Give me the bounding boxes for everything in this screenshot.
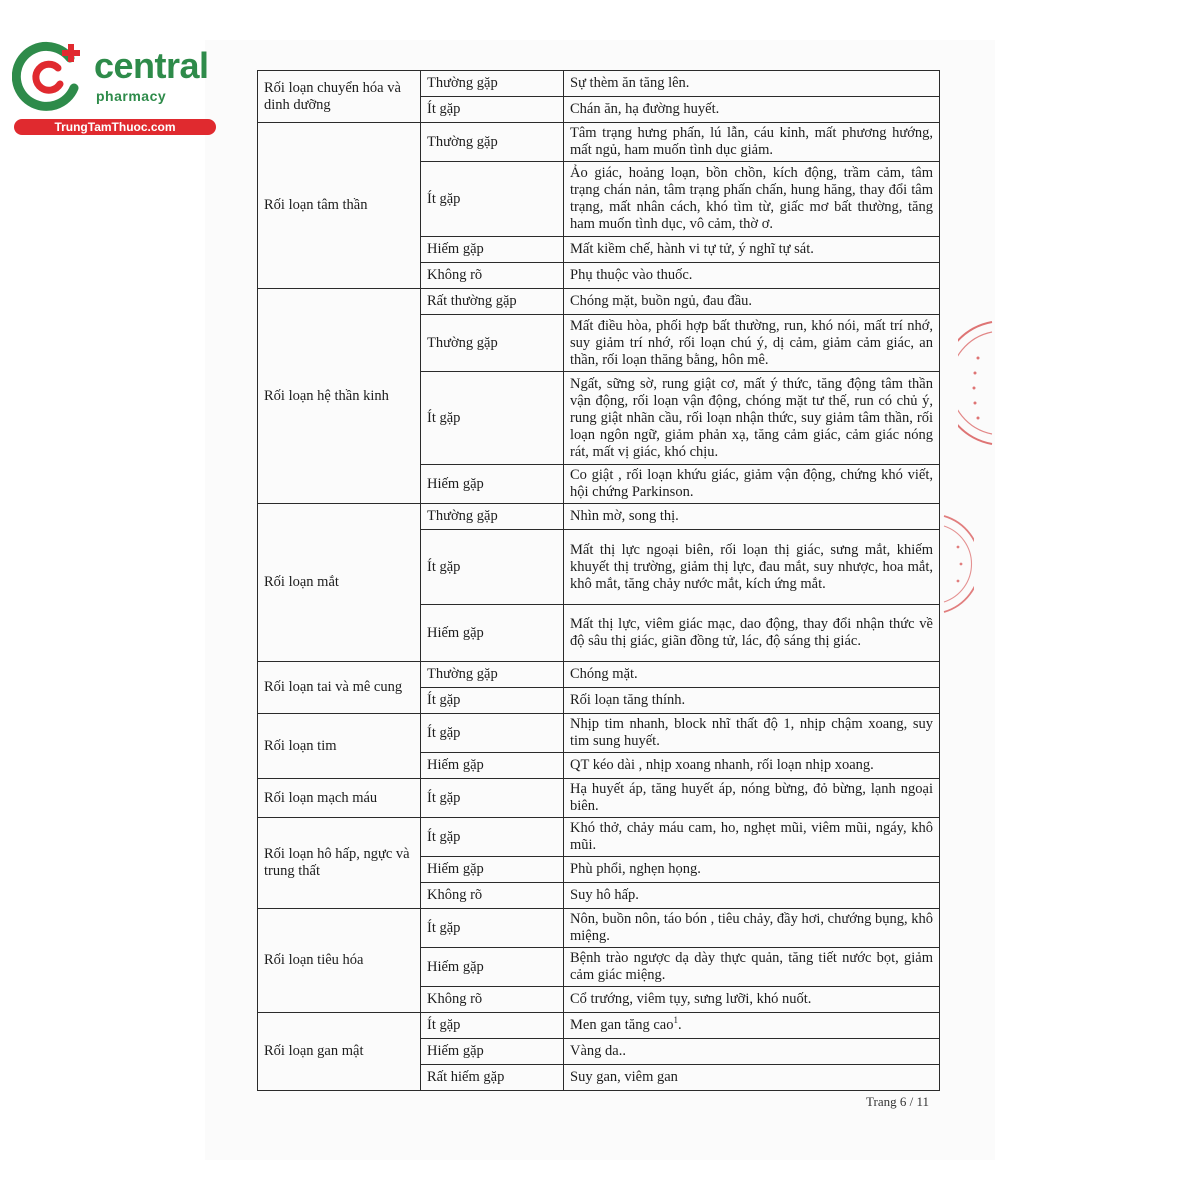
organ-system-cell: Rối loạn tai và mê cung	[258, 662, 421, 714]
organ-system-cell: Rối loạn mạch máu	[258, 779, 421, 818]
effect-description-cell: Mất thị lực ngoại biên, rối loạn thị giác, sưng mắt, khiếm khuyết thị trường, giảm thị lực, đau mắt, suy nhược, hoa mắt, khô mắt, tăng chảy nước mắt, kích ứng mắt.	[564, 530, 940, 605]
frequency-cell: Thường gặp	[421, 504, 564, 530]
effect-description-cell: Ảo giác, hoảng loạn, bồn chồn, kích động, trầm cảm, tâm trạng chán nản, tâm trạng phấn chấn, hung hăng, thay đổi tâm trạng, mất nhân cách, khó tìm từ, giấc mơ bất thường, tăng ham muốn tình dục, vô cảm, thờ ơ.	[564, 162, 940, 237]
table-row	[258, 818, 940, 857]
frequency-cell: Ít gặp	[421, 372, 564, 465]
effect-description-cell: Suy gan, viêm gan	[564, 1065, 940, 1091]
frequency-cell: Rất hiếm gặp	[421, 1065, 564, 1091]
effect-description-cell: Phù phổi, nghẹn họng.	[564, 857, 940, 883]
effect-description-cell: Khó thở, chảy máu cam, ho, nghẹt mũi, viêm mũi, ngáy, khô mũi.	[564, 818, 940, 857]
frequency-cell: Hiếm gặp	[421, 753, 564, 779]
effect-description-tail: .	[677, 1017, 682, 1033]
effect-description-cell: Chóng mặt.	[564, 662, 940, 688]
frequency-cell: Ít gặp	[421, 909, 564, 948]
frequency-cell: Hiếm gặp	[421, 857, 564, 883]
frequency-cell: Ít gặp	[421, 97, 564, 123]
table-row	[258, 123, 940, 162]
frequency-cell: Ít gặp	[421, 530, 564, 605]
effect-description-cell: Ngất, sững sờ, rung giật cơ, mất ý thức, tăng động tâm thần vận động, rối loạn vận động, chóng mặt tư thế, run có chủ ý, rung giật nhãn cầu, rối loạn nhận thức, suy giảm tâm thần, rối loạn ngôn ngữ, giảm phản xạ, tăng cảm giác, cảm giác nóng rát, mất vị giác, khó chịu.	[564, 372, 940, 465]
frequency-cell: Không rõ	[421, 263, 564, 289]
frequency-cell: Ít gặp	[421, 714, 564, 753]
organ-system-cell: Rối loạn hô hấp, ngực và trung thất	[258, 818, 421, 909]
organ-system-cell: Rối loạn hệ thần kinh	[258, 289, 421, 504]
table-row	[258, 909, 940, 948]
frequency-cell: Thường gặp	[421, 123, 564, 162]
effect-description-cell: Hạ huyết áp, tăng huyết áp, nóng bừng, đỏ bừng, lạnh ngoại biên.	[564, 779, 940, 818]
frequency-cell: Rất thường gặp	[421, 289, 564, 315]
frequency-cell: Thường gặp	[421, 662, 564, 688]
effect-description-cell: Suy hô hấp.	[564, 883, 940, 909]
frequency-cell: Thường gặp	[421, 71, 564, 97]
organ-system-cell: Rối loạn gan mật	[258, 1013, 421, 1091]
effect-description-cell: Chán ăn, hạ đường huyết.	[564, 97, 940, 123]
effect-description-cell: Phụ thuộc vào thuốc.	[564, 263, 940, 289]
effect-description-cell: Nôn, buồn nôn, táo bón , tiêu chảy, đầy hơi, chướng bụng, khô miệng.	[564, 909, 940, 948]
frequency-cell: Hiếm gặp	[421, 948, 564, 987]
organ-system-cell: Rối loạn tim	[258, 714, 421, 779]
frequency-cell: Ít gặp	[421, 162, 564, 237]
effect-description-cell: Tâm trạng hưng phấn, lú lẫn, cáu kỉnh, mất phương hướng, mất ngủ, ham muốn tình dục giảm.	[564, 123, 940, 162]
official-seal-stamp	[958, 318, 994, 448]
effect-description-cell: Nhìn mờ, song thị.	[564, 504, 940, 530]
frequency-cell: Ít gặp	[421, 779, 564, 818]
frequency-cell: Ít gặp	[421, 1013, 564, 1039]
frequency-cell: Không rõ	[421, 987, 564, 1013]
frequency-cell: Hiếm gặp	[421, 1039, 564, 1065]
effect-description-cell: Nhịp tim nhanh, block nhĩ thất độ 1, nhịp chậm xoang, suy tim sung huyết.	[564, 714, 940, 753]
table-row	[258, 662, 940, 688]
frequency-cell: Hiếm gặp	[421, 465, 564, 504]
effect-description-cell: Chóng mặt, buồn ngủ, đau đầu.	[564, 289, 940, 315]
effect-description-cell	[564, 1013, 940, 1039]
page-number: Trang 6 / 11	[866, 1094, 929, 1109]
organ-system-cell: Rối loạn tâm thần	[258, 123, 421, 289]
organ-system-cell: Rối loạn tiêu hóa	[258, 909, 421, 1013]
logo-website-link[interactable]: TrungTamThuoc.com	[14, 119, 216, 135]
frequency-cell: Hiếm gặp	[421, 237, 564, 263]
effect-description-cell: Vàng da..	[564, 1039, 940, 1065]
pharmacy-logo[interactable]	[8, 36, 218, 136]
table-row	[258, 289, 940, 315]
organ-system-cell: Rối loạn mắt	[258, 504, 421, 662]
frequency-cell: Ít gặp	[421, 818, 564, 857]
official-seal-stamp-secondary	[940, 512, 974, 616]
table-row	[258, 1013, 940, 1039]
effect-description-cell: QT kéo dài , nhịp xoang nhanh, rối loạn nhịp xoang.	[564, 753, 940, 779]
footnote-marker: 1	[673, 1015, 678, 1026]
effect-description-cell: Cổ trướng, viêm tụy, sưng lưỡi, khó nuốt.	[564, 987, 940, 1013]
effect-description-cell: Mất kiềm chế, hành vi tự tử, ý nghĩ tự sát.	[564, 237, 940, 263]
effect-description-cell: Rối loạn tăng thính.	[564, 688, 940, 714]
organ-system-cell: Rối loạn chuyển hóa và dinh dưỡng	[258, 71, 421, 123]
table-row	[258, 71, 940, 97]
table-row	[258, 779, 940, 818]
table-row	[258, 714, 940, 753]
effect-description-cell: Mất thị lực, viêm giác mạc, dao động, thay đổi nhận thức về độ sâu thị giác, giãn đồng tử, lác, độ sáng thị giác.	[564, 605, 940, 662]
effect-description-cell: Co giật , rối loạn khứu giác, giảm vận động, chứng khó viết, hội chứng Parkinson.	[564, 465, 940, 504]
frequency-cell: Thường gặp	[421, 315, 564, 372]
effect-description-cell: Bệnh trào ngược dạ dày thực quản, tăng tiết nước bọt, giảm cảm giác miệng.	[564, 948, 940, 987]
effect-description-text: Men gan tăng cao	[570, 1017, 674, 1033]
frequency-cell: Ít gặp	[421, 688, 564, 714]
table-row	[258, 504, 940, 530]
pharmacy-logo-icon	[12, 38, 90, 114]
effect-description-cell: Sự thèm ăn tăng lên.	[564, 71, 940, 97]
frequency-cell: Không rõ	[421, 883, 564, 909]
adverse-effects-table	[257, 70, 940, 1091]
frequency-cell: Hiếm gặp	[421, 605, 564, 662]
logo-subtitle: pharmacy	[96, 88, 167, 104]
effect-description-cell: Mất điều hòa, phối hợp bất thường, run, khó nói, mất trí nhớ, suy giảm trí nhớ, rối loạn chú ý, dị cảm, giảm cảm giác, an thần, rối loạn thăng bằng, hôn mê.	[564, 315, 940, 372]
logo-brand-name: central	[94, 45, 209, 86]
